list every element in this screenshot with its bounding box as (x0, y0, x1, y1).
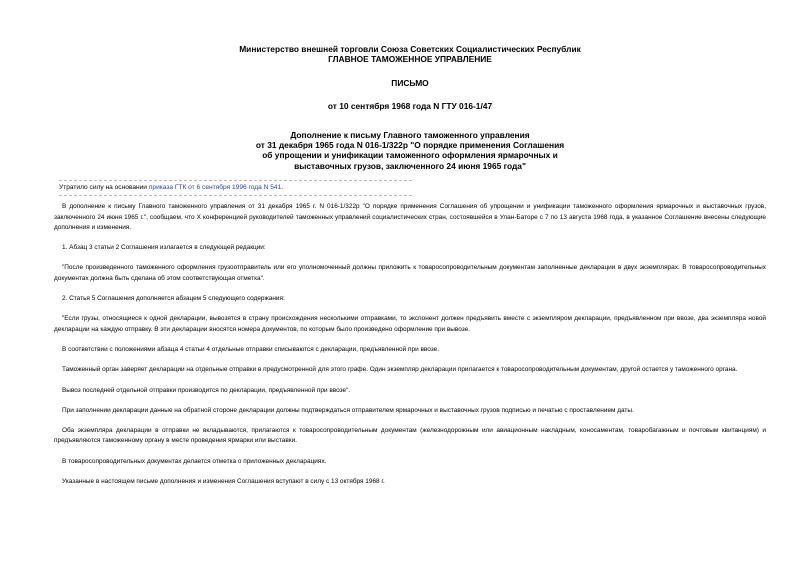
repeal-prefix: Утратило силу на основании (59, 184, 149, 192)
title-line: от 31 декабря 1965 года N 016-1/322р "О порядке применения Соглашения (255, 140, 565, 151)
paragraph: "Если грузы, относящиеся к одной декларации, вывозятся в страну происхождения несколькими отправками, то экспонент должен предъявить вместе с экземпляром декларации, предъявленном при ввозе, два экземпляра новой декларации на каждую отправку. В эти декларации вносятся номера документов, по которым было произведено оформление при вывозе. (54, 315, 766, 333)
repeal-order-link[interactable]: приказа ГТК от 6 сентября 1996 года N 541 (148, 184, 282, 192)
paragraph: При заполнении декларации данные на обратной стороне декларации должны подтверждаться отправителем ярмарочных и выставочных грузов подписью и печатью с проставлением даты. (62, 406, 634, 414)
paragraph: Вывоз последней отдельной отправки производится по декларации, предъявленной при ввозе". (62, 386, 351, 394)
document-page (54, 44, 766, 487)
paragraph: 1. Абзац 3 статьи 2 Соглашения излагается в следующей редакции: (62, 244, 266, 252)
title-line: об упрощении и унификации таможенного оформления ярмарочных и (262, 150, 558, 161)
document-title (54, 130, 766, 172)
paragraph: 2. Статья 5 Соглашения дополняется абзацем 5 следующего содержания: (62, 295, 285, 303)
paragraph: В соответствии с положениями абзаца 4 статьи 4 отдельные отправки списываются с декларации, предъявленной при ввозе. (62, 345, 439, 353)
divider-bottom (59, 195, 412, 196)
repeal-suffix: . (281, 184, 284, 192)
divider-top (59, 180, 412, 181)
paragraph: Таможенный орган заверяет декларации на отдельные отправки в предусмотренной для этого графе. Один экземпляр декларации прилагается к товаросопроводительным документам, другой остается у таможенного органа. (62, 366, 738, 374)
document-date-number: от 10 сентября 1968 года N ГТУ 016-1/47 (327, 101, 493, 112)
department-name: ГЛАВНОЕ ТАМОЖЕННОЕ УПРАВЛЕНИЕ (328, 54, 492, 65)
document-body (54, 202, 766, 487)
paragraph: В товаросопроводительных документах делается отметка о приложенных декларациях. (62, 457, 327, 465)
document-type: ПИСЬМО (391, 77, 429, 88)
paragraph: Оба экземпляра декларации в отправки не вкладываются, прилагаются к товаросопроводительным документам (железнодорожным или авиационным накладным, коносаментам, товаробагажным и почтовым квитанциям) и предъявляются таможенному органу в месте проведения ярмарки или выставки. (54, 427, 766, 445)
paragraph: В дополнение к письму Главного таможенного управления от 31 декабря 1965 г. N 016-1/322р "О порядке применения Соглашения об упрощении и унификации таможенного оформления ярмарочных и выставочных грузов, заключенного 24 июня 1965 г.", сообщаем, что X конференцией руководителей таможенных управлений социалистических стран, состоявшейся в Улан-Баторе с 7 по 13 августа 1968 года, в указанное Соглашение внесены следующие дополнения и изменения. (54, 203, 766, 231)
repeal-note (59, 184, 766, 192)
title-line: выставочных грузов, заключенного 24 июня 1965 года" (294, 160, 526, 171)
ministry-name: Министерство внешней торговли Союза Советских Социалистических Республик (239, 44, 581, 54)
document-header (54, 44, 766, 171)
title-line: Дополнение к письму Главного таможенного управления (290, 129, 530, 140)
paragraph: "После произведенного таможенного оформления грузоотправитель или его уполномоченный должны приложить к товаросопроводительным документам заполненные декларации в двух экземплярах. В товаросопроводительных документах должна быть сделана об этом соответствующая отметка". (54, 264, 766, 282)
paragraph: Указанные в настоящем письме дополнения и изменения Соглашения вступают в силу с 13 октября 1968 г. (62, 478, 385, 485)
